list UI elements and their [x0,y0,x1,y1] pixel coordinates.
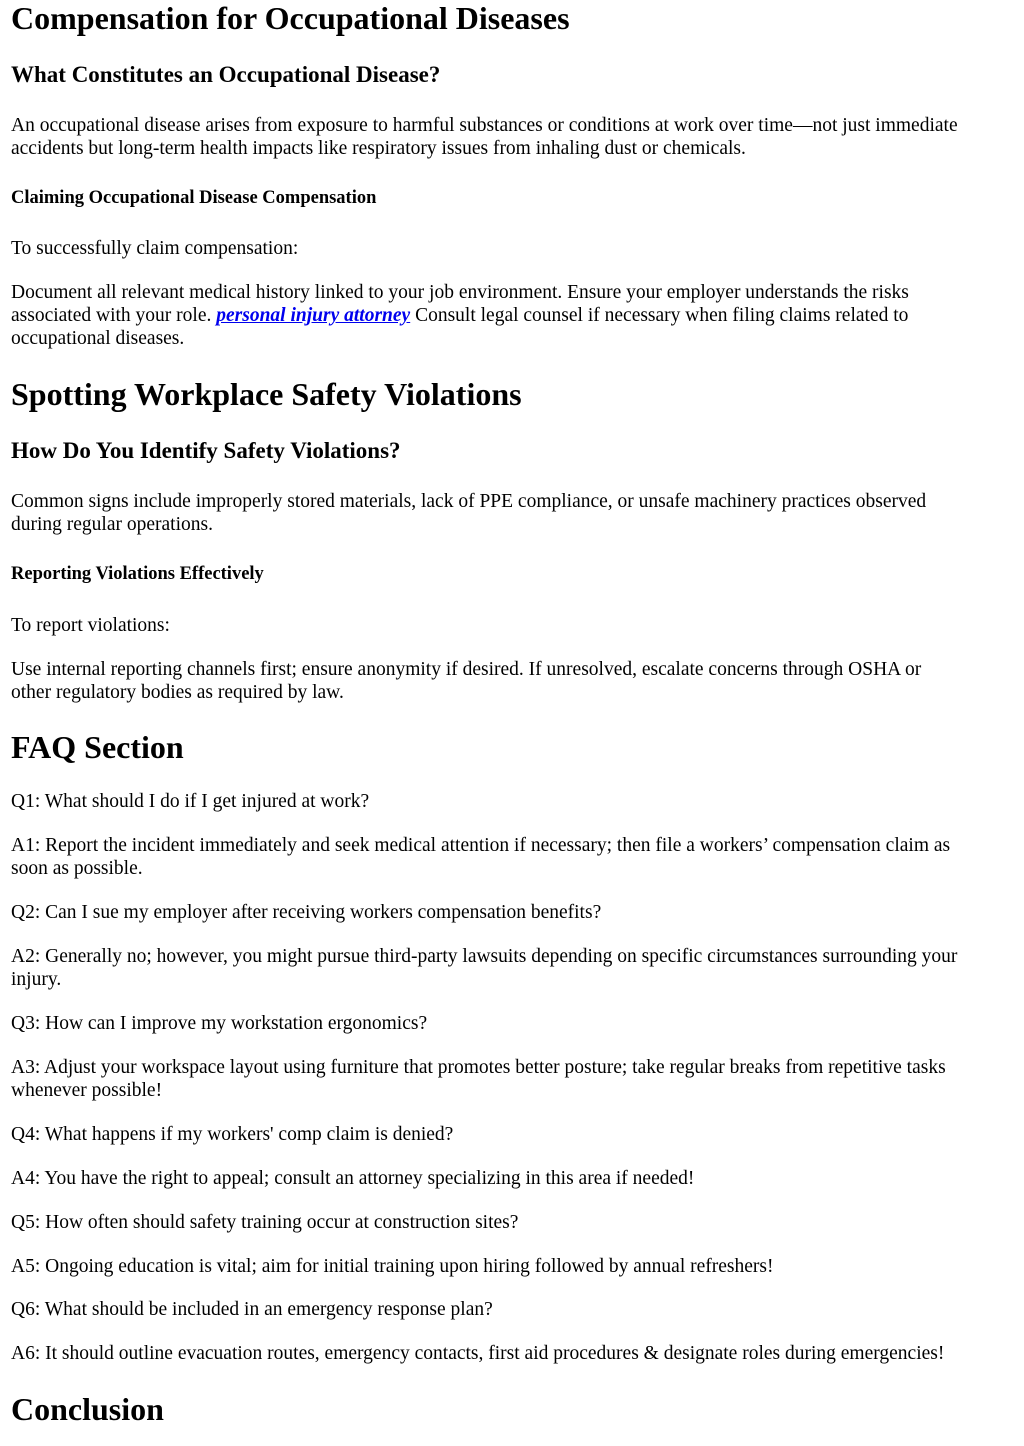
heading-what-constitutes: What Constitutes an Occupational Disease? [11,62,441,87]
faq-question-4: Q4: What happens if my workers' comp claim is denied? [11,1124,454,1145]
paragraph-line: injury. [11,969,62,990]
personal-injury-attorney-link[interactable]: personal injury attorney [216,305,411,326]
paragraph-line: whenever possible! [11,1080,163,1101]
paragraph-line: A4: You have the right to appeal; consult an attorney specializing in this area if needed! [11,1168,695,1189]
paragraph-line: other regulatory bodies as required by law. [11,682,344,703]
faq-answer-5 [11,1255,1014,1278]
heading-claiming-compensation: Claiming Occupational Disease Compensation [11,188,377,208]
paragraph-line: during regular operations. [11,514,213,535]
paragraph-line: Use internal reporting channels first; ensure anonymity if desired. If unresolved, escalate concerns through OSHA or [11,659,922,680]
paragraph-claim-steps [11,281,1014,350]
paragraph-line: Document all relevant medical history linked to your job environment. Ensure your employer understands the risks [11,282,909,303]
paragraph-fragment: Consult legal counsel if necessary when filing claims related to [410,305,909,326]
faq-answer-6 [11,1342,1014,1365]
paragraph-report-steps [11,658,1014,704]
faq-question-1: Q1: What should I do if I get injured at work? [11,791,370,812]
faq-question-3: Q3: How can I improve my workstation ergonomics? [11,1013,428,1034]
faq-answer-4 [11,1167,1014,1190]
paragraph-line [11,304,1014,327]
paragraph-line: occupational diseases. [11,328,185,349]
paragraph-claim-intro: To successfully claim compensation: [11,238,299,259]
paragraph-line: soon as possible. [11,858,143,879]
section-title-safety-violations: Spotting Workplace Safety Violations [11,376,522,412]
section-title-occupational-diseases: Compensation for Occupational Diseases [11,0,570,36]
paragraph-line: A6: It should outline evacuation routes, emergency contacts, first aid procedures & designate roles during emergencies! [11,1343,945,1364]
faq-answer-3 [11,1056,1014,1102]
paragraph-line: A3: Adjust your workspace layout using furniture that promotes better posture; take regular breaks from repetitive tasks [11,1057,946,1078]
paragraph-line: A2: Generally no; however, you might pursue third-party lawsuits depending on specific circumstances surrounding your [11,946,958,967]
faq-question-6: Q6: What should be included in an emergency response plan? [11,1299,493,1320]
paragraph-line: An occupational disease arises from exposure to harmful substances or conditions at work over time—not just immediate [11,115,958,136]
paragraph-common-signs [11,490,1014,536]
section-title-faq: FAQ Section [11,729,184,765]
heading-reporting-violations: Reporting Violations Effectively [11,564,264,584]
paragraph-line: Common signs include improperly stored materials, lack of PPE compliance, or unsafe machinery practices observed [11,491,927,512]
faq-question-5: Q5: How often should safety training occur at construction sites? [11,1212,519,1233]
paragraph-line: accidents but long-term health impacts like respiratory issues from inhaling dust or chemicals. [11,138,746,159]
paragraph-fragment: associated with your role. [11,305,217,326]
faq-answer-2 [11,945,1014,991]
paragraph-report-intro: To report violations: [11,615,170,636]
faq-question-2: Q2: Can I sue my employer after receiving workers compensation benefits? [11,902,602,923]
paragraph-definition [11,114,1014,160]
faq-answer-1 [11,834,1014,880]
paragraph-line: A1: Report the incident immediately and seek medical attention if necessary; then file a workers’ compensation claim as [11,835,951,856]
heading-identify-violations: How Do You Identify Safety Violations? [11,438,401,463]
section-title-conclusion: Conclusion [11,1391,164,1427]
paragraph-line: A5: Ongoing education is vital; aim for initial training upon hiring followed by annual refreshers! [11,1256,774,1277]
